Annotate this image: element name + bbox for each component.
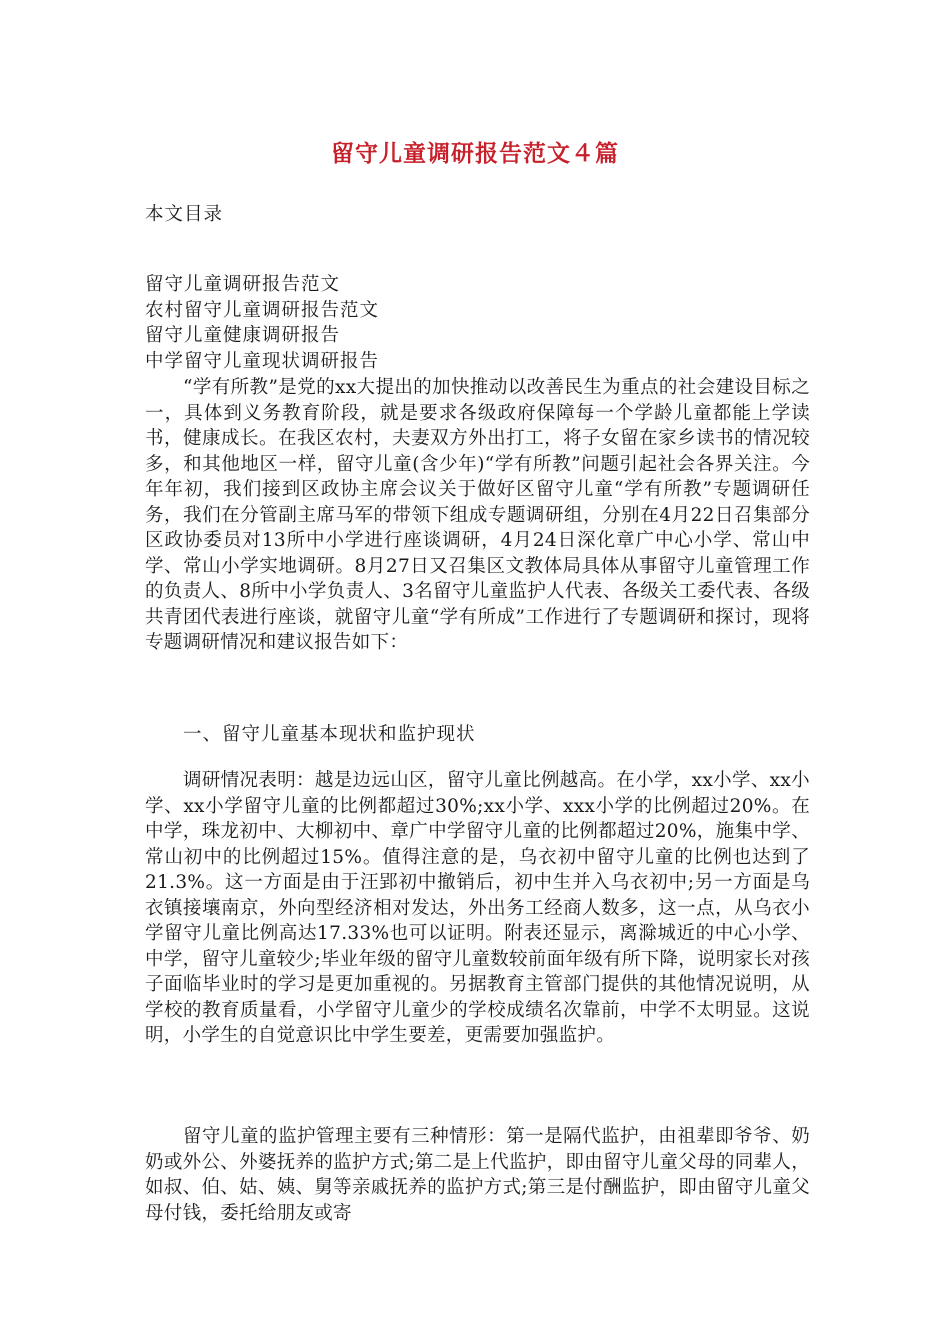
toc-item[interactable]: 中学留守儿童现状调研报告 [145,350,380,372]
table-of-contents [145,272,379,374]
intro-paragraph: “学有所教”是党的xx大提出的加快推动以改善民生为重点的社会建设目标之一，具体到义务教育阶段，就是要求各级政府保障每一个学龄儿童都能上学读书，健康成长。在我区农村，夫妻双方外出打工，将子女留在家乡读书的情况较多，和其他地区一样，留守儿童(含少年)“学有所教”问题引起社会各界关注。今年年初，我们接到区政协主席会议关于做好区留守儿童“学有所教”专题调研任务，我们在分管副主席马军的带领下组成专题调研组，分别在4月22日召集部分区政协委员对13所中小学进行座谈调研，4月24日深化章广中心小学、常山中学、常山小学实地调研。8月27日又召集区文教体局具体从事留守儿童管理工作的负责人、8所中小学负责人、3名留守儿童监护人代表、各级关工委代表、各级共青团代表进行座谈，就留守儿童“学有所成”工作进行了专题调研和探讨，现将专题调研情况和建议报告如下： [145,377,810,653]
toc-item[interactable]: 农村留守儿童调研报告范文 [145,299,380,321]
toc-heading: 本文目录 [145,204,224,225]
toc-item[interactable]: 留守儿童调研报告范文 [145,274,341,295]
document-title: 留守儿童调研报告范文４篇 [331,141,619,167]
body-paragraph: 调研情况表明：越是边远山区，留守儿童比例越高。在小学，xx小学、xx小学、xx小学留守儿童的比例都超过30%;xx小学、xxx小学的比例超过20%。在中学，珠龙初中、大柳初中、章广中学留守儿童的比例都超过20%，施集中学、常山初中的比例超过15%。值得注意的是，乌衣初中留守儿童的比例也达到了21.3%。这一方面是由于汪郢初中撤销后，初中生并入乌衣初中;另一方面是乌衣镇接壤南京，外向型经济相对发达，外出务工经商人数多，这一点，从乌衣小学留守儿童比例高达17.33%也可以证明。附表还显示，离滁城近的中心小学、中学，留守儿童较少;毕业年级的留守儿童数较前面年级有所下降，说明家长对孩子面临毕业时的学习是更加重视的。另据教育主管部门提供的其他情况说明，从学校的教育质量看，小学留守儿童少的学校成绩名次靠前，中学不太明显。这说明，小学生的自觉意识比中学生要差，更需要加强监护。 [145,770,810,1046]
toc-item[interactable]: 留守儿童健康调研报告 [145,325,341,346]
body-paragraph: 留守儿童的监护管理主要有三种情形：第一是隔代监护，由祖辈即爷爷、奶奶或外公、外婆抚养的监护方式;第二是上代监护，即由留守儿童父母的同辈人，如叔、伯、姑、姨、舅等亲戚抚养的监护方式;第三是付酬监护，即由留守儿童父母付钱，委托给朋友或寄 [145,1126,810,1224]
section-heading: 一、留守儿童基本现状和监护现状 [183,724,476,745]
